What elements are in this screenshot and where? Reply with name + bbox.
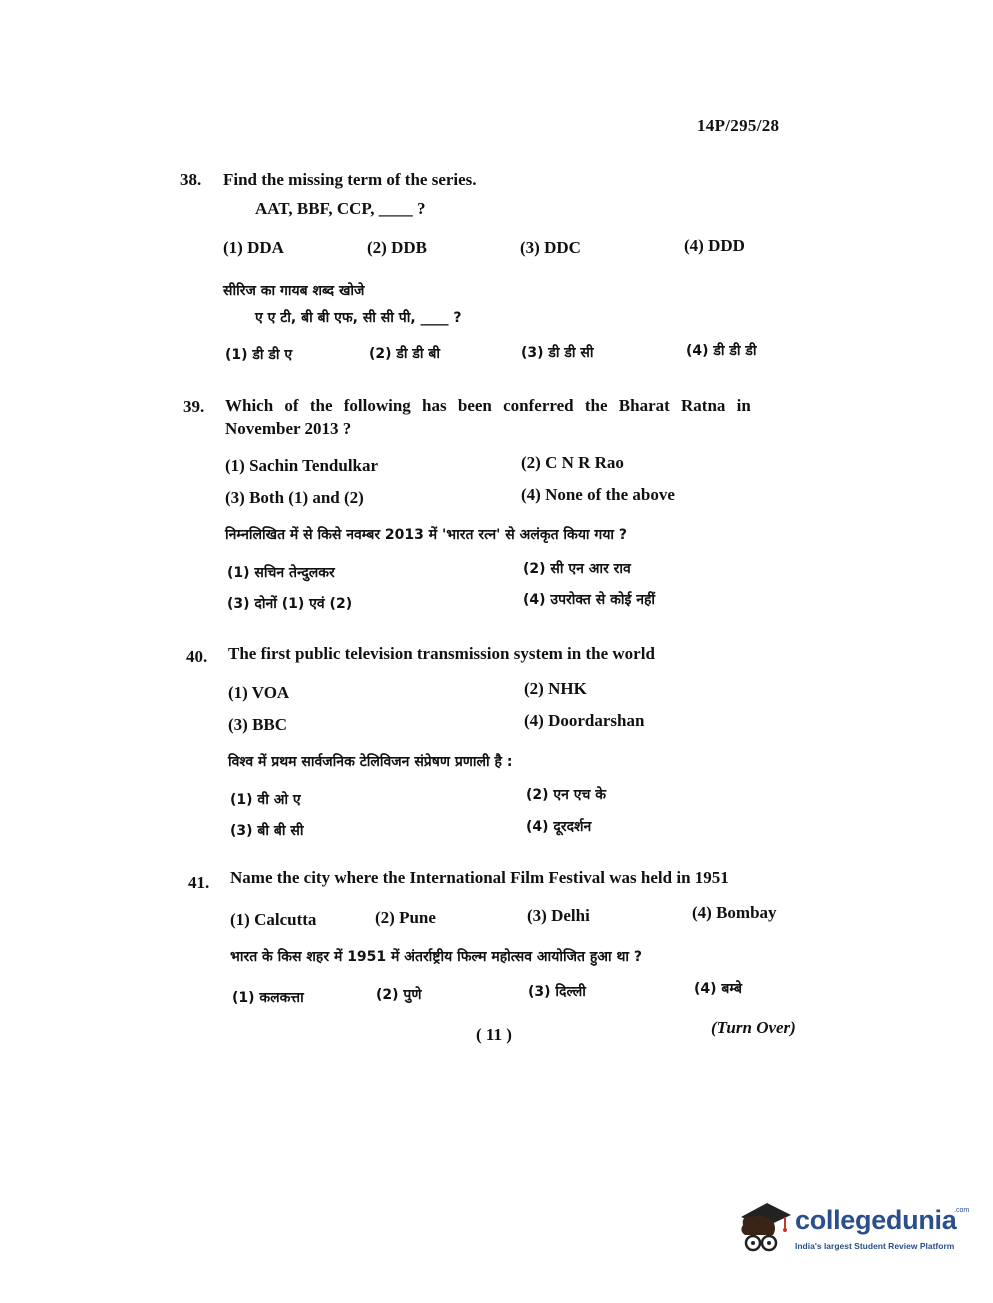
option-2: (2) C N R Rao [521, 453, 624, 472]
question-text: Name the city where the International Film Festival was held in 1951 [230, 868, 729, 887]
option-1: (1) DDA [223, 238, 284, 257]
hindi-option-2: (2) एन एच के [526, 787, 607, 803]
hindi-option-3: (3) दिल्ली [528, 984, 586, 1000]
logo-suffix: .com [954, 1207, 970, 1214]
question-number: 40. [186, 647, 208, 666]
hindi-question-text: सीरिज का गायब शब्द खोजे [223, 283, 365, 299]
hindi-option-2: (2) डी डी बी [369, 346, 441, 362]
logo-tagline: India's largest Student Review Platform [795, 1241, 955, 1251]
page-code: 14P/295/28 [697, 116, 780, 135]
option-1: (1) VOA [228, 683, 290, 702]
hindi-option-1: (1) कलकत्ता [232, 990, 304, 1006]
collegedunia-logo[interactable] [733, 1195, 970, 1265]
hindi-option-4: (4) डी डी डी [686, 343, 757, 359]
question-text-line-2: November 2013 ? [225, 419, 352, 438]
hindi-option-2: (2) सी एन आर राव [523, 561, 631, 577]
hindi-option-3: (3) डी डी सी [521, 345, 594, 361]
question-text: The first public television transmission system in the world [228, 644, 655, 663]
question-text: Find the missing term of the series. [223, 170, 477, 189]
question-number: 38. [180, 170, 202, 189]
hindi-series-text: ए ए टी, बी बी एफ, सी सी पी, ____ ? [255, 310, 462, 326]
hindi-option-3: (3) दोनों (1) एवं (2) [227, 596, 353, 612]
option-4: (4) Doordarshan [524, 711, 645, 730]
hindi-question-text: विश्व में प्रथम सार्वजनिक टेलिविजन संप्रेषण प्रणाली है : [228, 754, 513, 770]
option-4: (4) DDD [684, 236, 745, 255]
option-1: (1) Sachin Tendulkar [225, 456, 379, 475]
option-3: (3) Delhi [527, 906, 590, 925]
option-4: (4) Bombay [692, 903, 777, 922]
question-number: 39. [183, 397, 205, 416]
option-4: (4) None of the above [521, 485, 675, 504]
question-text-line-1: Which of the following has been conferred the Bharat Ratna in [225, 396, 751, 415]
hindi-question-text: निम्नलिखित में से किसे नवम्बर 2013 में 'भारत रत्न' से अलंकृत किया गया ? [225, 527, 628, 543]
hindi-option-1: (1) डी डी ए [225, 347, 293, 363]
hindi-option-1: (1) वी ओ ए [230, 792, 301, 808]
option-3: (3) Both (1) and (2) [225, 488, 364, 507]
option-1: (1) Calcutta [230, 910, 317, 929]
hindi-option-1: (1) सचिन तेन्दुलकर [227, 565, 335, 581]
hindi-option-3: (3) बी बी सी [230, 823, 304, 839]
option-3: (3) BBC [228, 715, 288, 734]
option-2: (2) NHK [524, 679, 587, 698]
logo-name: collegedunia [795, 1205, 957, 1235]
series-text: AAT, BBF, CCP, ____ ? [255, 199, 426, 218]
turn-over-note: (Turn Over) [711, 1018, 796, 1037]
hindi-option-4: (4) उपरोक्त से कोई नहीं [523, 592, 656, 608]
hindi-option-4: (4) बम्बे [694, 981, 742, 997]
hindi-option-2: (2) पुणे [376, 987, 422, 1003]
hindi-option-4: (4) दूरदर्शन [526, 819, 592, 835]
hindi-question-text: भारत के किस शहर में 1951 में अंतर्राष्ट्रीय फिल्म महोत्सव आयोजित हुआ था ? [230, 949, 643, 965]
option-2: (2) Pune [375, 908, 436, 927]
page-number: ( 11 ) [476, 1025, 512, 1044]
question-number: 41. [188, 873, 210, 892]
option-3: (3) DDC [520, 238, 581, 257]
student-mascot-icon [733, 1195, 793, 1265]
option-2: (2) DDB [367, 238, 427, 257]
